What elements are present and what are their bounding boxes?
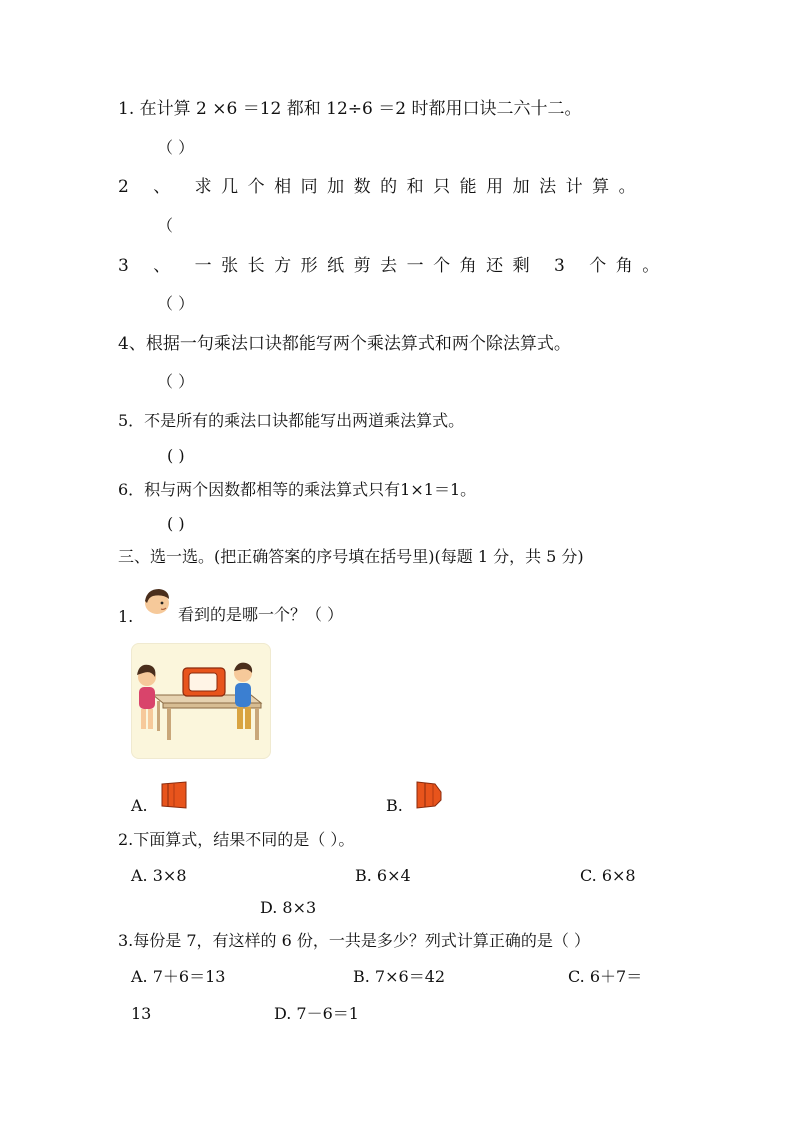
choice-q3-option-b[interactable]: B. 7×6＝42 <box>353 967 446 986</box>
boy-head-icon <box>141 585 173 617</box>
choice-q1-number: 1. <box>118 607 134 626</box>
choice-q1-text: 看到的是哪一个？（ ） <box>178 605 344 624</box>
tv-side-view-icon-b <box>413 780 445 810</box>
choice-q1-option-b[interactable]: B. <box>386 796 403 815</box>
answer-paren-1[interactable]: （ ） <box>157 138 195 157</box>
tv-table-illustration <box>131 643 271 759</box>
answer-paren-6[interactable]: ( ) <box>167 514 185 533</box>
judge-question-4: 4、根据一句乘法口诀都能写两个乘法算式和两个除法算式。 <box>118 334 571 354</box>
choice-q1-option-a[interactable]: A. <box>131 796 148 815</box>
answer-paren-2[interactable]: （ <box>157 216 174 235</box>
answer-paren-3[interactable]: （ ） <box>157 294 195 313</box>
choice-q3-option-c[interactable]: C. 6＋7＝ <box>568 967 643 986</box>
judge-question-3: 3 、 一张长方形纸剪去一个角还剩 3 个角。 <box>118 256 669 276</box>
choice-q3-text: 3.每份是 7，有这样的 6 份，一共是多少？列式计算正确的是（ ） <box>118 931 590 950</box>
section-title-choose: 三、选一选。(把正确答案的序号填在括号里)(每题 1 分，共 5 分) <box>118 547 584 566</box>
choice-q2-option-d[interactable]: D. 8×3 <box>260 898 317 917</box>
choice-q3-option-d[interactable]: D. 7－6＝1 <box>274 1004 359 1023</box>
choice-q2-option-c[interactable]: C. 6×8 <box>580 866 636 885</box>
judge-question-6: 6．积与两个因数都相等的乘法算式只有1×1＝1。 <box>118 480 477 499</box>
choice-q2-option-a[interactable]: A. 3×8 <box>131 866 187 885</box>
choice-q2-option-b[interactable]: B. 6×4 <box>355 866 411 885</box>
choice-q3-option-c-cont: 13 <box>131 1004 152 1023</box>
judge-question-1: 1. 在计算 2 ×6 ＝12 都和 12÷6 ＝2 时都用口诀二六十二。 <box>118 99 582 119</box>
choice-q2-text: 2.下面算式，结果不同的是（ ）。 <box>118 830 355 849</box>
judge-question-5: 5．不是所有的乘法口诀都能写出两道乘法算式。 <box>118 411 465 430</box>
answer-paren-5[interactable]: ( ) <box>167 446 185 465</box>
judge-question-2: 2 、 求几个相同加数的和只能用加法计算。 <box>118 177 646 197</box>
tv-side-view-icon-a <box>158 780 190 810</box>
choice-q3-option-a[interactable]: A. 7＋6＝13 <box>131 967 226 986</box>
answer-paren-4[interactable]: （ ） <box>157 372 195 391</box>
